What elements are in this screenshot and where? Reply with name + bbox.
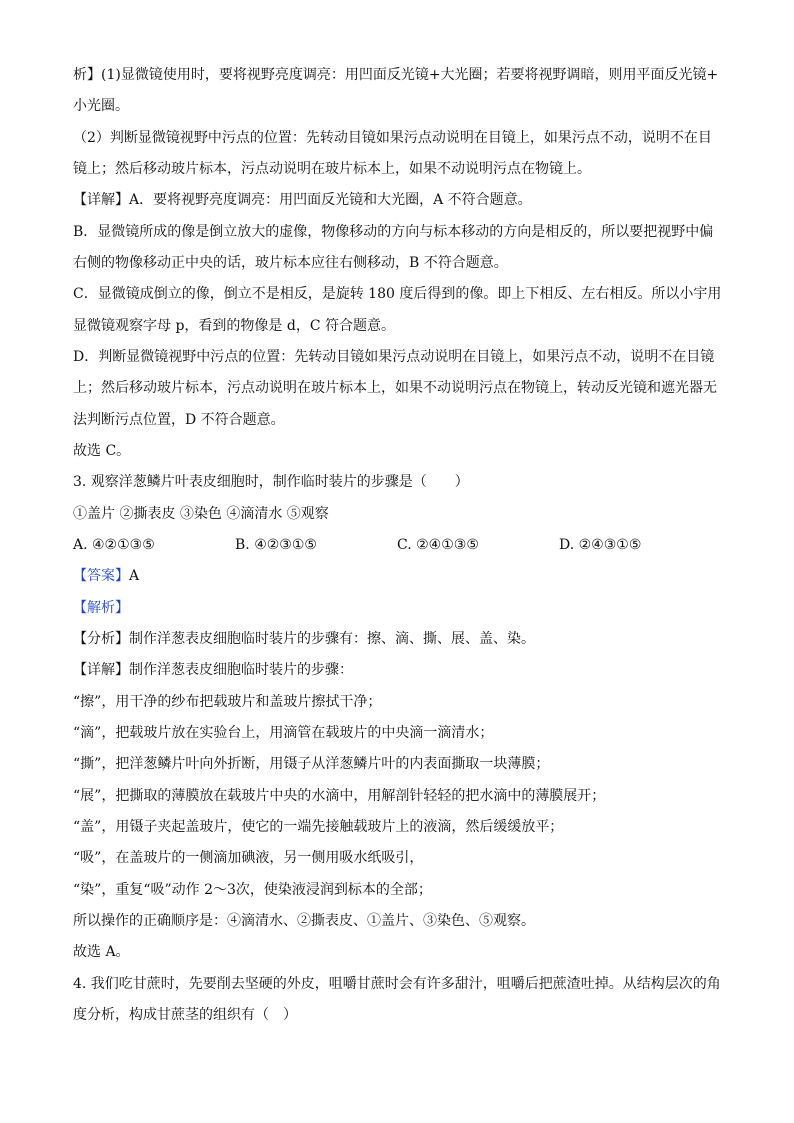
text-line: D．判断显微镜视野中污点的位置：先转动目镜如果污点动说明在目镜上，如果污点不动，说明不在目镜 (73, 349, 715, 365)
question-3-items: ①盖片 ②撕表皮 ③染色 ④滴清水 ⑤观察 (73, 506, 329, 522)
text-line: 故选 C。 (73, 443, 131, 459)
xiangjie-line (73, 660, 733, 680)
step-line: “吸”，在盖玻片的一侧滴加碘液，另一侧用吸水纸吸引， (73, 850, 424, 866)
question-4-stem: 4. 我们吃甘蔗时，先要削去坚硬的外皮，咀嚼甘蔗时会有许多甜汁，咀嚼后把蔗渣吐掉。从结构层次的角 (73, 976, 721, 992)
text-line: 【详解】A．要将视野亮度调亮：用凹面反光镜和大光圈，A 不符合题意。 (73, 192, 532, 208)
text-line: 析】(1)显微镜使用时，要将视野亮度调亮：用凹面反光镜+大光圈；若要将视野调暗，则用平面反光镜+ (73, 67, 719, 83)
text-line: 法判断污点位置，D 不符合题意。 (73, 412, 285, 428)
option-d: D. ②④③①⑤ (559, 537, 642, 553)
step-line: “染”，重复“吸”动作 2～3次，使染液浸润到标本的全部； (73, 882, 432, 898)
answer-line (73, 566, 733, 586)
step-line: “盖”，用镊子夹起盖玻片，使它的一端先接触载玻片上的液滴，然后缓缓放平； (73, 819, 564, 835)
analysis-tag: 【解析】 (73, 600, 129, 616)
option-b: B. ④②③①⑤ (235, 537, 317, 553)
option-c: C. ②④①③⑤ (397, 537, 479, 553)
fenxi-tag: 【分析】 (73, 631, 129, 647)
xiangjie-tag: 【详解】 (73, 662, 129, 678)
text-line: 右侧的物像移动正中央的话，玻片标本应往右侧移动，B 不符合题意。 (73, 255, 508, 271)
step-line: “展”，把撕取的薄膜放在载玻片中央的水滴中，用解剖针轻轻的把水滴中的薄膜展开； (73, 788, 606, 804)
conclusion-line: 故选 A。 (73, 944, 130, 960)
fenxi-line (73, 629, 733, 649)
question-3-stem: 3. 观察洋葱鳞片叶表皮细胞时，制作临时装片的步骤是（ ） (73, 474, 469, 490)
answer-value: A (129, 568, 140, 584)
text-line: 镜上；然后移动玻片标本，污点动说明在玻片标本上，如果不动说明污点在物镜上。 (73, 161, 591, 177)
text-line: B．显微镜所成的像是倒立放大的虚像，物像移动的方向与标本移动的方向是相反的，所以要把视野中偏 (73, 224, 714, 240)
xiangjie-text: 制作洋葱表皮细胞临时装片的步骤： (129, 662, 353, 678)
text-line: C．显微镜成倒立的像，倒立不是相反，是旋转 180 度后得到的像。即上下相反、左右相反。所以小宇用 (73, 286, 722, 302)
step-line: “滴”，把载玻片放在实验台上，用滴管在载玻片的中央滴一滴清水； (73, 725, 494, 741)
text-line: （2）判断显微镜视野中污点的位置：先转动目镜如果污点动说明在目镜上，如果污点不动，说明不在目 (73, 130, 712, 146)
question-4-stem-cont: 度分析，构成甘蔗茎的组织有（ ） (73, 1007, 297, 1023)
step-line: “撕”，把洋葱鳞片叶向外折断，用镊子从洋葱鳞片叶的内表面撕取一块薄膜； (73, 756, 550, 772)
analysis-line (73, 598, 733, 618)
order-line: 所以操作的正确顺序是：④滴清水、②撕表皮、①盖片、③染色、⑤观察。 (73, 913, 535, 929)
text-line: 上；然后移动玻片标本，污点动说明在玻片标本上，如果不动说明污点在物镜上，转动反光镜和遮光器无 (73, 380, 717, 396)
fenxi-text: 制作洋葱表皮细胞临时装片的步骤有：擦、滴、撕、展、盖、染。 (129, 631, 535, 647)
text-line: 小光圈。 (73, 98, 129, 114)
text-line: 显微镜观察字母 p，看到的物像是 d，C 符合题意。 (73, 318, 395, 334)
step-line: “擦”，用干净的纱布把载玻片和盖玻片擦拭干净； (73, 694, 382, 710)
option-a: A. ④②①③⑤ (73, 537, 155, 553)
answer-tag: 【答案】 (73, 568, 129, 584)
